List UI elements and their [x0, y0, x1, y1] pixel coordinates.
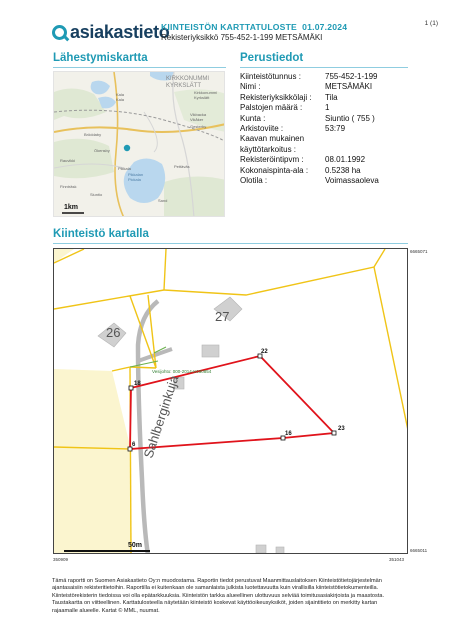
place-label: Finnträsk: [60, 184, 77, 189]
info-value: METSÄMÄKI: [325, 82, 373, 92]
logo-icon: [52, 25, 67, 40]
basic-info-table: [240, 72, 440, 186]
road-name-label: Sahlberginkuja: [140, 373, 182, 460]
boundary-point-label: 22: [261, 349, 268, 355]
info-label: Rekisteröintipvm :: [240, 155, 304, 165]
info-row-municipality: [240, 114, 440, 124]
info-label: Palstojen määrä :: [240, 103, 303, 113]
info-label: Kunta :: [240, 113, 266, 123]
info-row-archive-ref: [240, 124, 440, 134]
info-label: Nimi :: [240, 82, 261, 92]
logo-text: asiakastieto: [70, 22, 170, 42]
info-row-total-area: [240, 166, 440, 176]
place-label: Vikåker: [190, 117, 204, 122]
page-number: 1 (1): [424, 20, 438, 27]
report-header: [0, 0, 452, 46]
place-label: Sand: [158, 198, 168, 203]
info-row-property-id: [240, 72, 440, 82]
info-row-registration-date: [240, 155, 440, 165]
info-row-parcel-count: [240, 103, 440, 113]
info-value: 0.5238 ha: [325, 165, 361, 175]
info-value: Siuntio ( 755 ): [325, 113, 375, 123]
info-value: Tila: [325, 92, 338, 102]
map-scale-label: 50m: [128, 542, 143, 549]
location-map: [53, 71, 225, 217]
boundary-point-label: 6: [132, 442, 136, 448]
coord-top-right: 6665071: [410, 249, 428, 254]
info-label: Olotila :: [240, 175, 268, 185]
coord-bottom-right-x: 351043: [389, 557, 405, 562]
info-row-zoning-use: [240, 134, 440, 155]
easement-label: Vesijohto: 000-2014-K030854: [152, 369, 212, 374]
place-label: Kala: [116, 92, 125, 97]
property-map-title: Kiinteistö kartalla: [53, 228, 149, 240]
place-label: Pettäväs: [174, 164, 190, 169]
place-label: Pickala: [128, 177, 141, 182]
property-map-rule: [53, 243, 408, 244]
location-scale-label: 1km: [64, 204, 79, 211]
info-row-status: [240, 176, 440, 186]
location-map-title: Lähestymiskartta: [53, 52, 148, 64]
boundary-marker: [129, 386, 133, 390]
info-row-unit-type: [240, 93, 440, 103]
info-value: 53:79: [325, 123, 346, 133]
place-label: KIRKKONUMMI: [166, 76, 210, 82]
building-shape: [256, 545, 266, 553]
coord-bottom-left-x: 350909: [53, 557, 69, 562]
place-label: Kyrkslätt: [194, 95, 210, 100]
place-label: Pikkalan: [128, 172, 144, 177]
info-value: Voimassaoleva: [325, 175, 379, 185]
info-label: Kiinteistötunnus :: [240, 72, 301, 81]
place-label: Pikkala: [118, 166, 131, 171]
boundary-point-label: 23: [338, 426, 345, 432]
building-shape: [202, 345, 219, 357]
disclaimer-text: Tämä raportti on Suomen Asiakastieto Oy:n muodostama. Raportin tiedot perustuvat Maanmittauslaitoksen Kiinteistötietojärjestelmän ajantasaisiin rekisteritietoihin. Raportilla ei kuitenkaan ole samanlaista julkista luotettavuutta kuin virallisilla kiinteistötietokumenteilla. Kiinteistörekisterin tiedoissa voi olla epätarkkuuksia. Kiinteistön tarkka alueellinen ulottuvuus selviää toimitusasiakirjoista ja maastosta. Taustakartta on viitteellinen. Karttatulosteella näytetään kiinteistö koskevat käyttöoikeusyksiköt, joiden sijaintitieto on merkitty kartan rajaamalle alueelle. Kartat © MML, nuumat.: [52, 578, 385, 614]
info-label: Kokonaispinta-ala :: [240, 165, 309, 175]
info-label: Arkistoviite :: [240, 123, 284, 133]
location-map-rule: [53, 67, 226, 68]
property-map: [53, 248, 408, 554]
location-map-graphic: [54, 72, 225, 217]
boundary-point-label: 16: [285, 431, 292, 437]
info-value: 08.01.1992: [325, 155, 366, 165]
parcel-number-label: 27: [215, 309, 230, 324]
company-logo: [52, 22, 169, 43]
building-shape: [276, 547, 284, 554]
property-location-marker: [124, 145, 130, 151]
coord-bottom-right: 6665011: [410, 548, 428, 553]
info-value: 755-452-1-199: [325, 72, 378, 81]
document-subtitle: Rekisteriyksikkö 755-452-1-199 METSÄMÄKI: [161, 33, 323, 42]
info-value: 1: [325, 103, 330, 113]
place-label: Kala: [116, 97, 125, 102]
property-map-graphic: [54, 249, 408, 554]
basic-info-rule: [240, 67, 408, 68]
place-label: KYRKSLÄTT: [166, 83, 202, 89]
place-label: Bröddaby: [84, 132, 102, 137]
info-label: Kaavan mukainen käyttötarkoitus :: [240, 134, 305, 154]
place-label: Siuntio: [90, 192, 103, 197]
info-label: Rekisteriyksikkölaji :: [240, 92, 312, 102]
boundary-marker: [332, 431, 336, 435]
place-label: Ökensby: [94, 148, 110, 153]
info-row-name: [240, 82, 440, 92]
basic-info-title: Perustiedot: [240, 52, 304, 64]
place-label: Vikbacka: [190, 112, 207, 117]
document-title-text: KIINTEISTÖN KARTTATULOSTE: [161, 22, 297, 32]
document-title: [161, 22, 347, 32]
place-label: Rauvikki: [60, 158, 76, 163]
place-label: Kirkkonummi: [194, 90, 218, 95]
boundary-point-label: 18: [134, 381, 141, 387]
place-label: Gesterby: [190, 124, 207, 129]
document-date: 01.07.2024: [302, 22, 348, 32]
parcel-number-label: 26: [106, 325, 121, 340]
